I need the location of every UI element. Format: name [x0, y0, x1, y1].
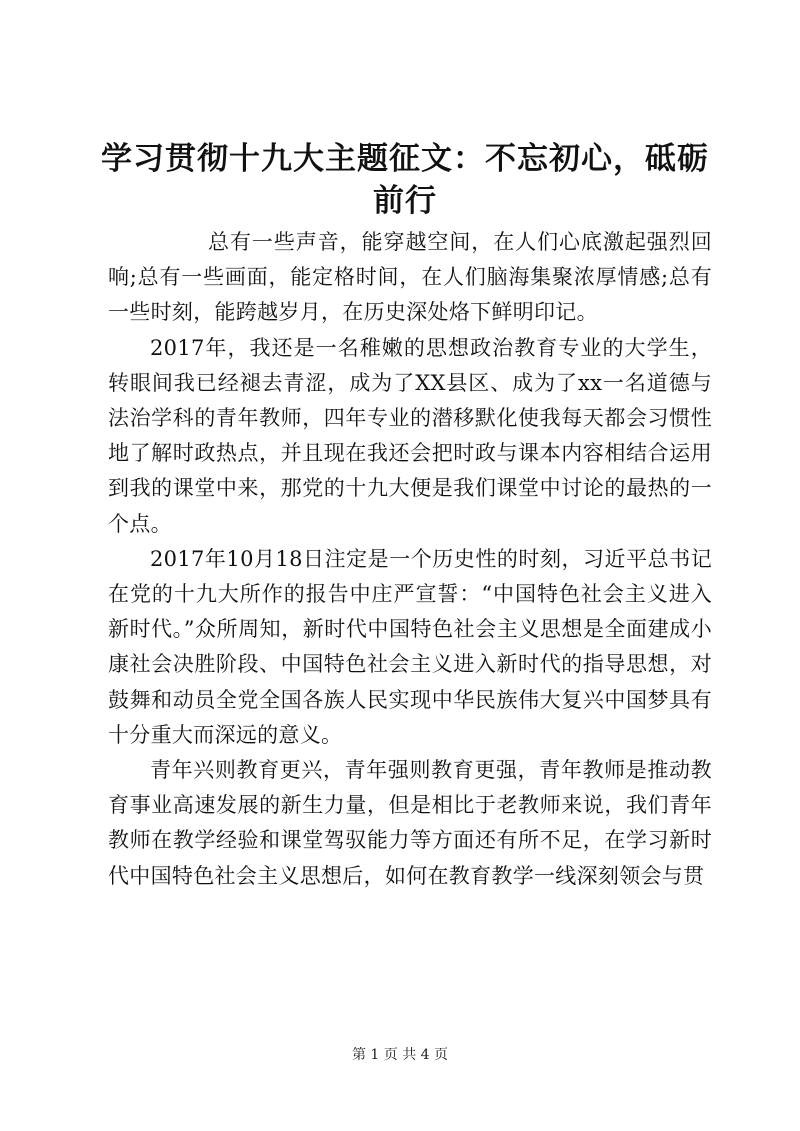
paragraph-4: 青年兴则教育更兴，青年强则教育更强，青年教师是推动教育事业高速发展的新生力量，但是相比于老教师来说，我们青年教师在教学经验和课堂驾驭能力等方面还有所不足，在学习新时代中国特色社会主义思想后，如何在教育教学一线深刻领会与贯	[108, 758, 712, 888]
document-body	[108, 225, 712, 894]
paragraph-1: 总有一些声音，能穿越空间，在人们心底激起强烈回响;总有一些画面，能定格时间，在人们脑海集聚浓厚情感;总有一些时刻，能跨越岁月，在历史深处烙下鲜明印记。	[108, 230, 712, 325]
page-footer: 第 1 页 共 4 页	[351, 1047, 449, 1063]
paragraph-3: 2017年10月18日注定是一个历史性的时刻，习近平总书记在党的十九大所作的报告中庄严宣誓：“中国特色社会主义进入新时代。”众所周知，新时代中国特色社会主义思想是全面建成小康社会决胜阶段、中国特色社会主义进入新时代的指导思想，对鼓舞和动员全党全国各族人民实现中华民族伟大复兴中国梦具有十分重大而深远的意义。	[108, 546, 712, 747]
document-title: 学习贯彻十九大主题征文：不忘初心，砥砺前行	[101, 141, 709, 219]
paragraph-2: 2017年，我还是一名稚嫩的思想政治教育专业的大学生，转眼间我已经褪去青涩，成为了XX县区、成为了xx一名道德与法治学科的青年教师，四年专业的潜移默化使我每天都会习惯性地了解时政热点，并且现在我还会把时政与课本内容相结合运用到我的课堂中来，那党的十九大便是我们课堂中讨论的最热的一个点。	[108, 335, 712, 536]
